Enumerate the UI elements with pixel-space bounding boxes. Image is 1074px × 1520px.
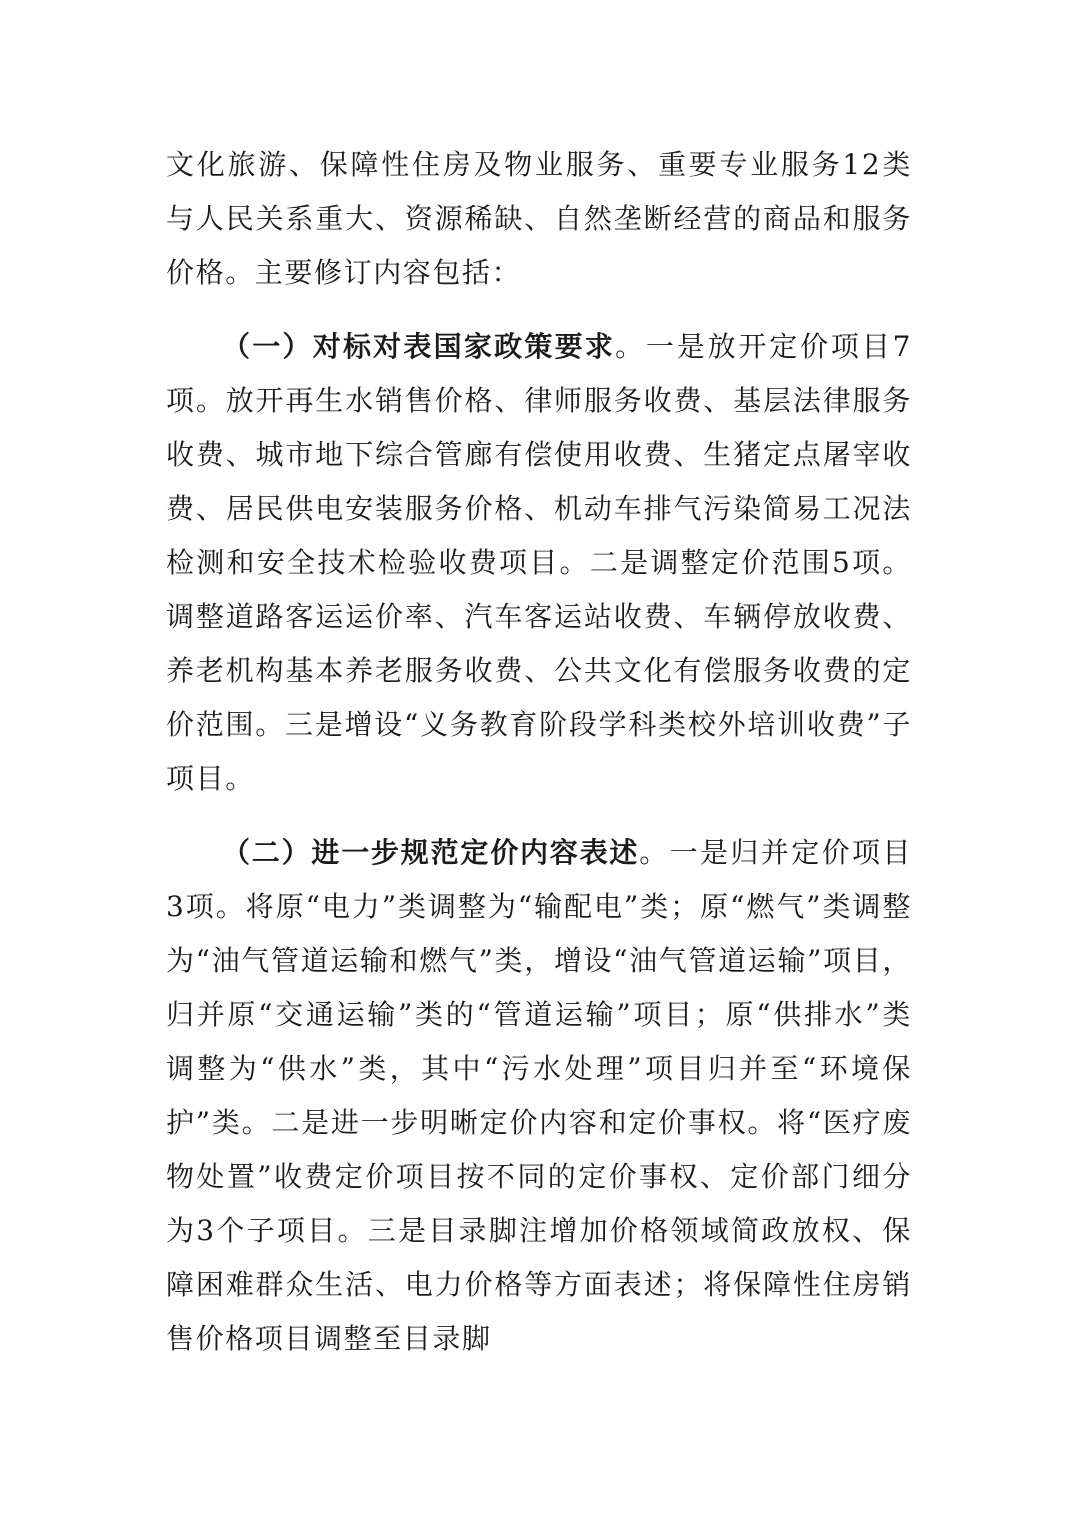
document-body [166,138,912,1366]
section-2-paragraph [166,826,912,1366]
section-1-heading: （一）对标对表国家政策要求 [222,330,616,363]
section-1-body: 。一是放开定价项目7项。放开再生水销售价格、律师服务收费、基层法律服务收费、城市地下综合管廊有偿使用收费、生猪定点屠宰收费、居民供电安装服务价格、机动车排气污染简易工况法检测和安全技术检验收费项目。二是调整定价范围5项。调整道路客运运价率、汽车客运站收费、车辆停放收费、养老机构基本养老服务收费、公共文化有偿服务收费的定价范围。三是增设“义务教育阶段学科类校外培训收费”子项目。 [166,330,912,795]
intro-paragraph: 文化旅游、保障性住房及物业服务、重要专业服务12类与人民关系重大、资源稀缺、自然垄断经营的商品和服务价格。主要修订内容包括： [166,148,912,289]
section-2-heading: （二）进一步规范定价内容表述 [222,836,640,869]
section-2-body: 。一是归并定价项目3项。将原“电力”类调整为“输配电”类；原“燃气”类调整为“油气管道运输和燃气”类，增设“油气管道运输”项目，归并原“交通运输”类的“管道运输”项目；原“供排水”类调整为“供水”类，其中“污水处理”项目归并至“环境保护”类。二是进一步明晰定价内容和定价事权。将“医疗废物处置”收费定价项目按不同的定价事权、定价部门细分为3个子项目。三是目录脚注增加价格领域简政放权、保障困难群众生活、电力价格等方面表述；将保障性住房销售价格项目调整至目录脚 [166,836,912,1355]
section-1-paragraph [166,320,912,806]
